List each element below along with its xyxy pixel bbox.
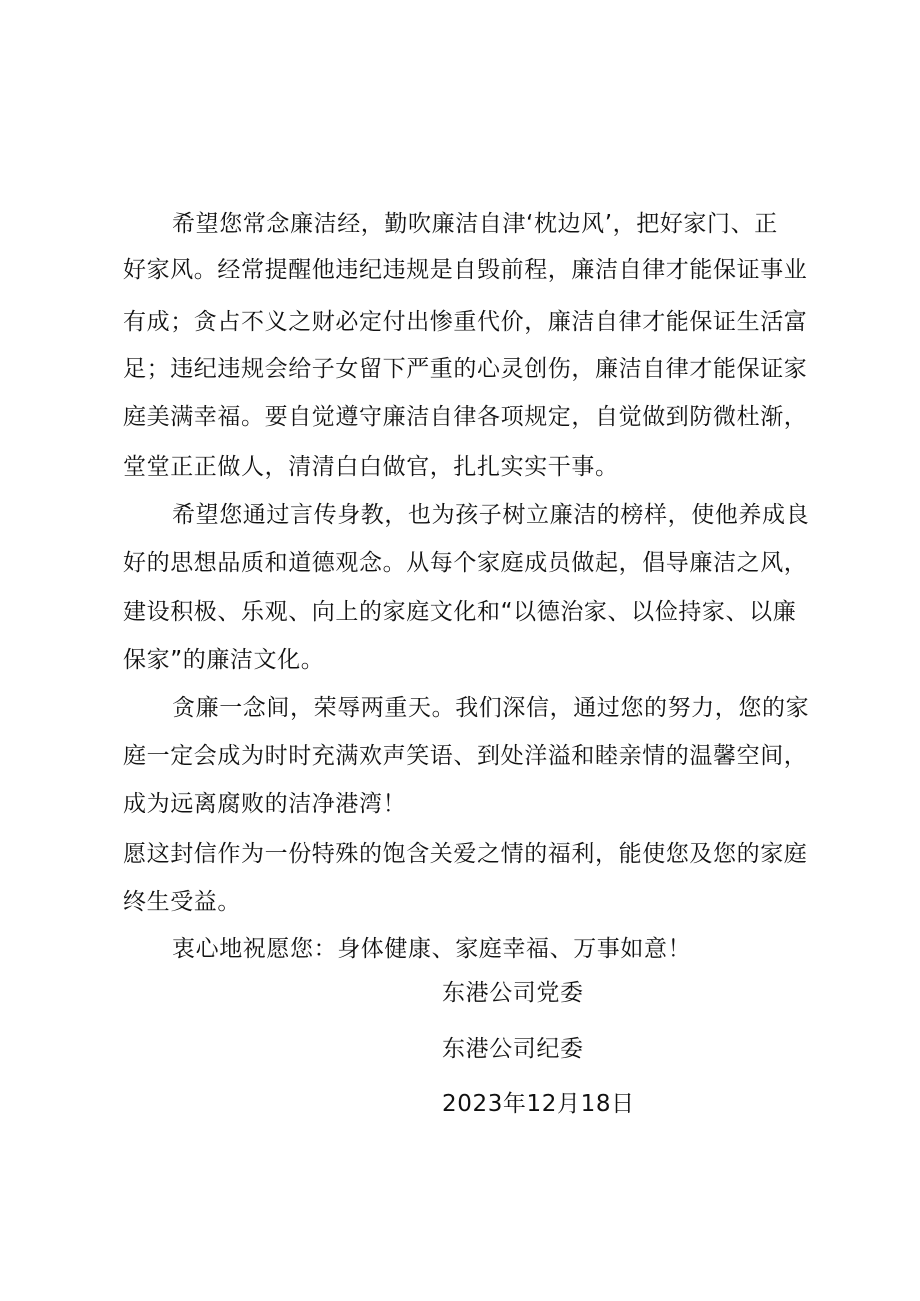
paragraph-3-line-2: 庭一定会成为时时充满欢声笑语、到处洋溢和睦亲情的温馨空间， [123, 743, 808, 769]
paragraph-2-line-1: 希望您通过言传身教，也为孩子树立廉洁的榜样，使他养成良 [172, 502, 810, 528]
paragraph-2-line-2: 好的思想品质和道德观念。从每个家庭成员做起，倡导廉洁之风， [123, 550, 808, 576]
signature-date: 2023年12月18日 [442, 1091, 635, 1117]
closing-wishes: 衷心地祝愿您：身体健康、家庭幸福、万事如意！ [172, 936, 692, 962]
signature-discipline-committee: 东港公司纪委 [442, 1036, 584, 1062]
paragraph-1-line-4: 足；违纪违规会给子女留下严重的心灵创伤，廉洁自律才能保证家 [123, 356, 808, 382]
signature-party-committee: 东港公司党委 [442, 980, 584, 1006]
paragraph-1-line-6: 堂堂正正做人，清清白白做官，扎扎实实干事。 [123, 454, 619, 480]
paragraph-3-line-3: 成为远离腐败的洁净港湾！ [123, 791, 407, 817]
paragraph-1-line-2: 好家风。经常提醒他违纪违规是自毁前程，廉洁自律才能保证事业 [123, 257, 808, 283]
paragraph-3-line-1: 贪廉一念间，荣辱两重天。我们深信，通过您的努力，您的家 [172, 695, 810, 721]
paragraph-4-line-2: 终生受益。 [123, 889, 241, 915]
paragraph-4-line-1: 愿这封信作为一份特殊的饱含关爱之情的福利，能使您及您的家庭 [123, 841, 808, 867]
paragraph-2-line-3: 建设积极、乐观、向上的家庭文化和“以德治家、以俭持家、以廉 [123, 599, 797, 625]
paragraph-1-line-1: 希望您常念廉洁经，勤吹廉洁自津‘枕边风’，把好家门、正 [172, 211, 778, 237]
paragraph-1-line-5: 庭美满幸福。要自觉遵守廉洁自律各项规定，自觉做到防微杜渐， [123, 404, 808, 430]
paragraph-1-line-3: 有成；贪占不义之财必定付出惨重代价，廉洁自律才能保证生活富 [123, 309, 808, 335]
paragraph-2-line-4: 保家”的廉洁文化。 [123, 647, 325, 673]
